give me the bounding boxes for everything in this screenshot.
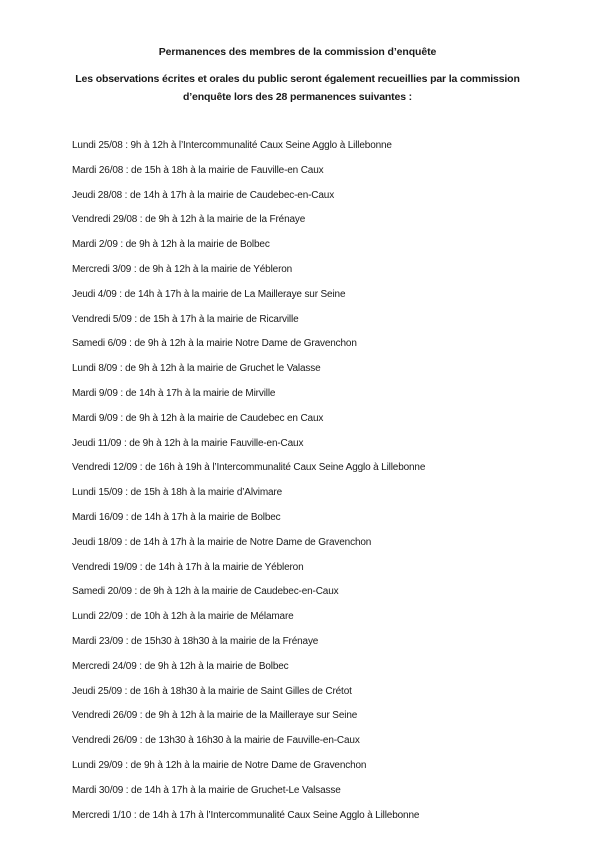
permanence-item: Samedi 20/09 : de 9h à 12h à la mairie de Caudebec-en-Caux xyxy=(72,586,339,598)
permanence-item: Mardi 9/09 : de 9h à 12h à la mairie de Caudebec en Caux xyxy=(72,412,324,424)
permanences-list xyxy=(72,139,572,833)
permanence-item: Lundi 29/09 : de 9h à 12h à la mairie de Notre Dame de Gravenchon xyxy=(72,759,367,771)
permanence-item: Vendredi 19/09 : de 14h à 17h à la mairie de Yébleron xyxy=(72,561,304,573)
permanence-item: Mercredi 1/10 : de 14h à 17h à l’Intercommunalité Caux Seine Agglo à Lillebonne xyxy=(72,809,420,821)
permanence-item: Vendredi 5/09 : de 15h à 17h à la mairie de Ricarville xyxy=(72,313,299,325)
permanence-item: Vendredi 12/09 : de 16h à 19h à l’Intercommunalité Caux Seine Agglo à Lillebonne xyxy=(72,462,426,474)
permanence-item: Vendredi 26/09 : de 13h30 à 16h30 à la mairie de Fauville-en-Caux xyxy=(72,735,360,747)
permanence-item: Lundi 15/09 : de 15h à 18h à la mairie d’Alvimare xyxy=(72,487,283,499)
permanence-item: Mercredi 24/09 : de 9h à 12h à la mairie de Bolbec xyxy=(72,660,289,672)
permanence-item: Mardi 9/09 : de 14h à 17h à la mairie de Mirville xyxy=(72,387,276,399)
permanence-item: Lundi 8/09 : de 9h à 12h à la mairie de Gruchet le Valasse xyxy=(72,363,321,375)
permanence-item: Mardi 23/09 : de 15h30 à 18h30 à la mairie de la Frénaye xyxy=(72,635,319,647)
permanence-item: Jeudi 11/09 : de 9h à 12h à la mairie Fauville-en-Caux xyxy=(72,437,304,449)
permanence-item: Vendredi 29/08 : de 9h à 12h à la mairie de la Frénaye xyxy=(72,214,306,226)
permanence-item: Mardi 26/08 : de 15h à 18h à la mairie de Fauville-en Caux xyxy=(72,164,324,176)
permanence-item: Mardi 16/09 : de 14h à 17h à la mairie de Bolbec xyxy=(72,511,281,523)
permanence-item: Jeudi 18/09 : de 14h à 17h à la mairie de Notre Dame de Gravenchon xyxy=(72,536,372,548)
permanence-item: Lundi 25/08 : 9h à 12h à l’Intercommunalité Caux Seine Agglo à Lillebonne xyxy=(72,140,392,151)
document-title: Permanences des membres de la commission d’enquête xyxy=(158,46,437,58)
permanence-item: Vendredi 26/09 : de 9h à 12h à la mairie de la Mailleraye sur Seine xyxy=(72,710,358,722)
permanence-item: Jeudi 28/08 : de 14h à 17h à la mairie de Caudebec-en-Caux xyxy=(72,189,335,201)
permanence-item: Mardi 2/09 : de 9h à 12h à la mairie de Bolbec xyxy=(72,239,270,251)
permanence-item: Mercredi 3/09 : de 9h à 12h à la mairie de Yébleron xyxy=(72,263,293,275)
permanence-item: Mardi 30/09 : de 14h à 17h à la mairie de Gruchet-Le Valsasse xyxy=(72,784,341,796)
permanence-item: Samedi 6/09 : de 9h à 12h à la mairie Notre Dame de Gravenchon xyxy=(72,338,357,350)
permanence-item: Lundi 22/09 : de 10h à 12h à la mairie de Mélamare xyxy=(72,611,294,623)
permanence-item: Jeudi 25/09 : de 16h à 18h30 à la mairie de Saint Gilles de Crétot xyxy=(72,685,352,697)
permanence-item: Jeudi 4/09 : de 14h à 17h à la mairie de La Mailleraye sur Seine xyxy=(72,288,346,300)
document-intro: Les observations écrites et orales du public seront également recueillies par la commission d’enquête lors des 28 permanences suivantes : xyxy=(75,73,520,103)
